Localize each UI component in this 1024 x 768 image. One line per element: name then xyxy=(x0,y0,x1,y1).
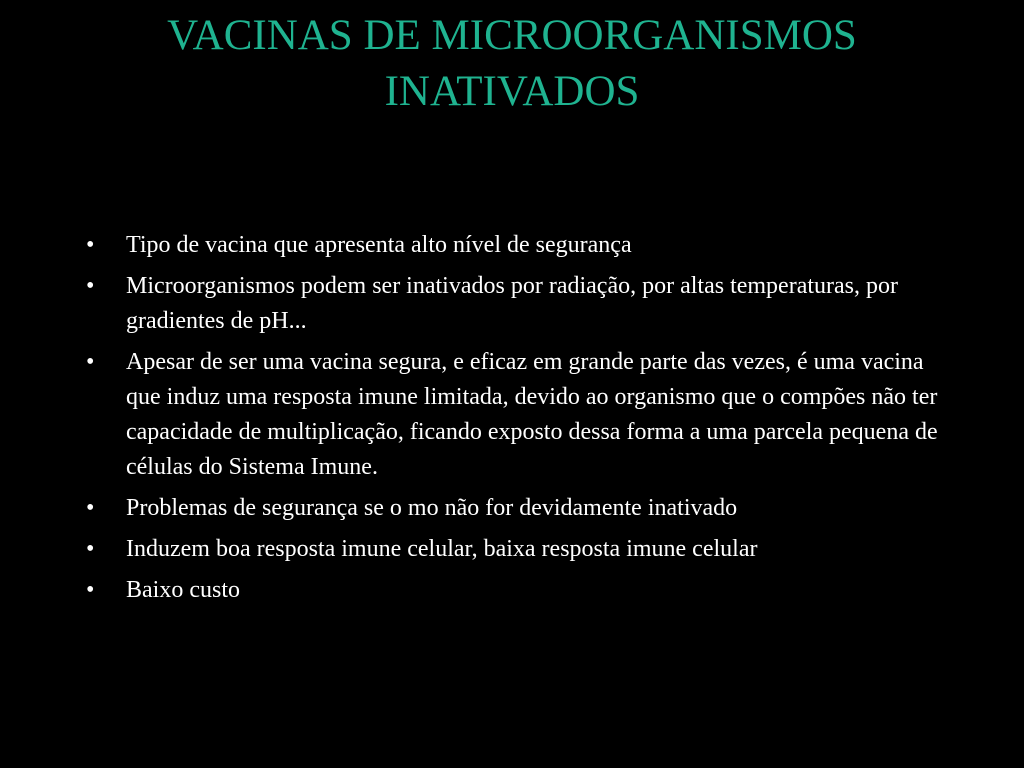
bullet-text: Tipo de vacina que apresenta alto nível de segurança xyxy=(126,232,632,258)
bullet-item xyxy=(86,345,956,485)
bullet-icon: • xyxy=(86,536,95,562)
title-line-1: VACINAS DE MICROORGANISMOS xyxy=(167,12,857,59)
bullet-item xyxy=(86,269,956,339)
bullet-text: Baixo custo xyxy=(126,577,240,603)
bullet-item xyxy=(86,228,956,263)
slide-title xyxy=(60,8,964,120)
bullet-item xyxy=(86,532,956,567)
bullet-icon: • xyxy=(86,495,95,521)
bullet-list xyxy=(86,228,956,614)
bullet-text: Problemas de segurança se o mo não for devidamente inativado xyxy=(126,495,738,521)
bullet-icon: • xyxy=(86,577,95,603)
title-line-2: INATIVADOS xyxy=(384,68,640,115)
bullet-icon: • xyxy=(86,349,95,375)
bullet-text: Apesar de ser uma vacina segura, e eficaz em grande parte das vezes, é uma vacina que induz uma resposta imune limitada, devido ao organismo que o compões não ter capacidade de multiplicação, ficando exposto dessa forma a uma parcela pequena de células do Sistema Imune. xyxy=(126,349,938,480)
bullet-item xyxy=(86,491,956,526)
bullet-text: Microorganismos podem ser inativados por radiação, por altas temperaturas, por gradientes de pH... xyxy=(126,273,898,334)
bullet-item xyxy=(86,573,956,608)
bullet-text: Induzem boa resposta imune celular, baixa resposta imune celular xyxy=(126,536,758,562)
bullet-icon: • xyxy=(86,232,95,258)
bullet-icon: • xyxy=(86,273,95,299)
